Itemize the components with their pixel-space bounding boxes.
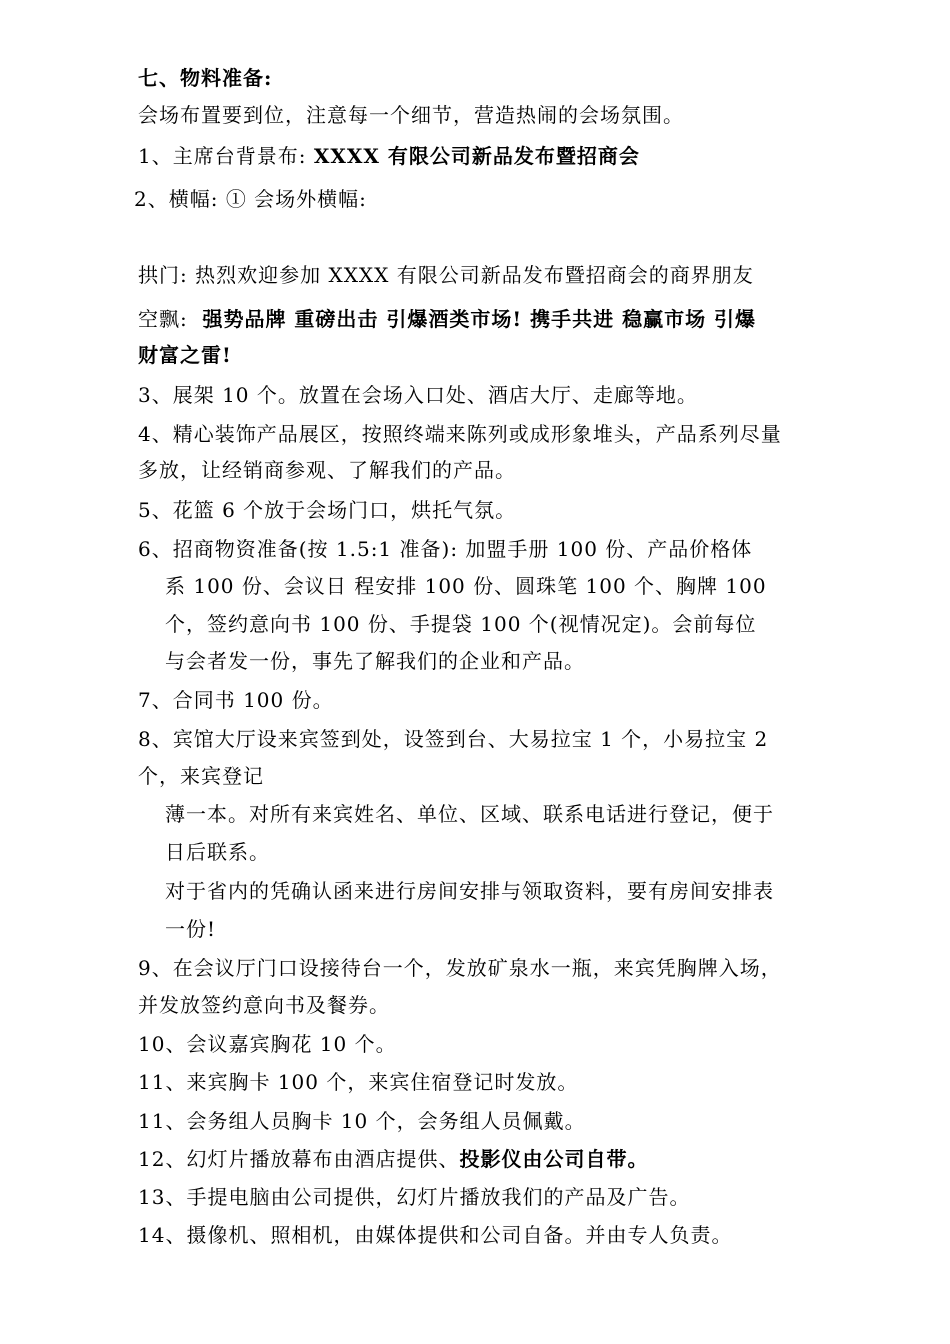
section-heading: 七、物料准备: xyxy=(138,66,273,90)
item-4-line-1: 4、精心装饰产品展区，按照终端来陈列或成形象堆头，产品系列尽量 xyxy=(138,422,782,446)
item-1 xyxy=(138,143,640,169)
item-12-text: 12、幻灯片播放幕布由酒店提供、 xyxy=(138,1147,460,1171)
item-6-line-2: 系 100 份、会议日 程安排 100 份、圆珠笔 100 个、胸牌 100 xyxy=(165,574,767,598)
item-11-staff-badges: 11、会务组人员胸卡 10 个，会务组人员佩戴。 xyxy=(138,1109,586,1133)
item-14: 14、摄像机、照相机，由媒体提供和公司自备。并由专人负责。 xyxy=(138,1223,733,1247)
item-12-bold: 投影仪由公司自带。 xyxy=(459,1147,649,1171)
item-6-line-4: 与会者发一份，事先了解我们的企业和产品。 xyxy=(165,649,585,673)
balloon-slogan: 强势品牌 重磅出击 引爆酒类市场! 携手共进 稳赢市场 引爆 xyxy=(202,307,757,331)
item-9-line-2: 并发放签约意向书及餐券。 xyxy=(138,993,390,1017)
balloon-label: 空飘: xyxy=(138,307,188,331)
item-6-line-3: 个，签约意向书 100 份、手提袋 100 个(视情况定)。会前每位 xyxy=(165,612,757,636)
arch-banner-text: 拱门: 热烈欢迎参加 XXXX 有限公司新品发布暨招商会的商界朋友 xyxy=(138,263,754,287)
item-4-line-2: 多放，让经销商参观、了解我们的产品。 xyxy=(138,458,516,482)
balloon-banner xyxy=(138,306,756,332)
item-8-line-5: 对于省内的凭确认函来进行房间安排与领取资料，要有房间安排表 xyxy=(165,879,774,903)
item-8-line-2: 个，来宾登记 xyxy=(138,764,264,788)
item-11-badges: 11、来宾胸卡 100 个，来宾住宿登记时发放。 xyxy=(138,1070,579,1094)
item-10: 10、会议嘉宾胸花 10 个。 xyxy=(138,1032,397,1056)
item-13: 13、手提电脑由公司提供，幻灯片播放我们的产品及广告。 xyxy=(138,1185,691,1209)
item-12 xyxy=(138,1146,648,1172)
item-8-line-3: 薄一本。对所有来宾姓名、单位、区域、联系电话进行登记，便于 xyxy=(165,802,774,826)
balloon-slogan-cont: 财富之雷! xyxy=(138,343,232,367)
item-8-line-4: 日后联系。 xyxy=(165,840,270,864)
item-1-label: 1、主席台背景布: xyxy=(138,144,314,168)
item-9-line-1: 9、在会议厅门口设接待台一个，发放矿泉水一瓶，来宾凭胸牌入场， xyxy=(138,956,782,980)
item-8-line-6: 一份! xyxy=(165,917,217,941)
item-8-line-1: 8、宾馆大厅设来宾签到处，设签到台、大易拉宝 1 个，小易拉宝 2 xyxy=(138,727,769,751)
item-1-value: XXXX 有限公司新品发布暨招商会 xyxy=(313,144,640,168)
item-7: 7、合同书 100 份。 xyxy=(138,688,334,712)
item-2: 2、横幅: ① 会场外横幅: xyxy=(134,187,367,211)
intro-text: 会场布置要到位，注意每一个细节，营造热闹的会场氛围。 xyxy=(138,103,684,127)
item-3: 3、展架 10 个。放置在会场入口处、酒店大厅、走廊等地。 xyxy=(138,383,698,407)
item-6-line-1: 6、招商物资准备(按 1.5:1 准备): 加盟手册 100 份、产品价格体 xyxy=(138,537,753,561)
item-5: 5、花篮 6 个放于会场门口，烘托气氛。 xyxy=(138,498,517,522)
